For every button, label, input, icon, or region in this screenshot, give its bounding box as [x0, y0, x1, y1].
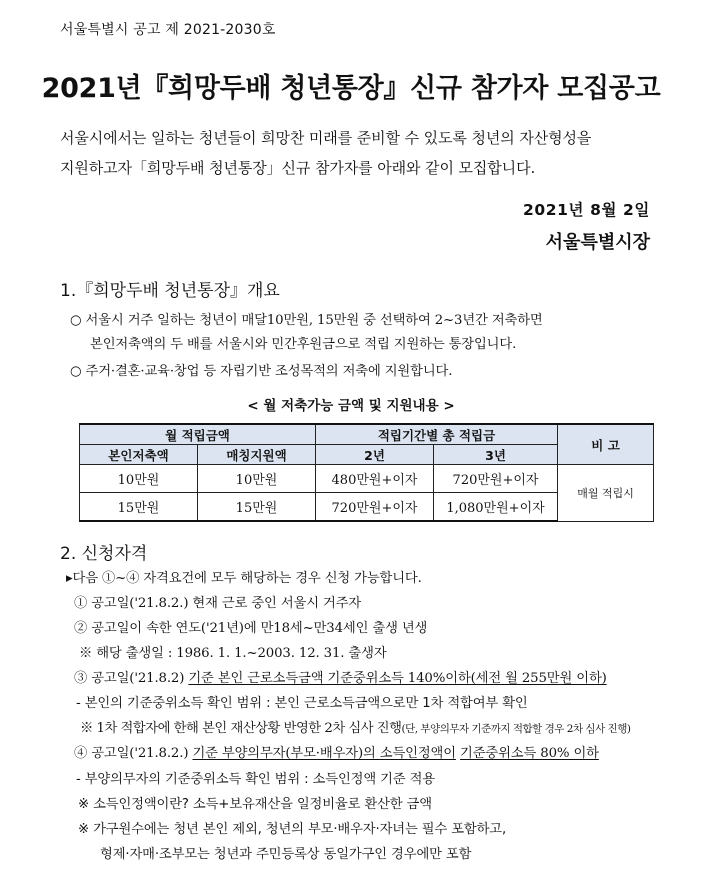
criterion-4-note-1: ※ 소득인정액이란? 소득+보유재산을 일정비율로 환산한 금액: [78, 797, 432, 812]
section-1-bullet-2: ○ 주거·결혼·교육·창업 등 자립기반 조성목적의 저축에 지원합니다.: [70, 364, 453, 379]
cell-remark: 매월 적립시: [558, 465, 654, 522]
cell-3-years: 1,080만원+이자: [434, 493, 558, 522]
cell-3-years: 720만원+이자: [434, 465, 558, 493]
cell-2-years: 480만원+이자: [316, 465, 434, 493]
criterion-2: ② 공고일이 속한 연도('21년)에 만18세~만34세인 출생 년생: [74, 621, 428, 636]
criterion-4-note-2-line-2: 형제·자매·조부모는 청년과 주민등록상 동일가구인 경우에만 포함: [100, 847, 472, 862]
criterion-1: ① 공고일('21.8.2.) 현재 근로 중인 서울시 거주자: [74, 596, 362, 611]
eligibility-intro: ▸다음 ①~④ 자격요건에 모두 해당하는 경우 신청 가능합니다.: [66, 571, 422, 586]
header-monthly-amount: 월 적립금액: [80, 424, 316, 445]
notice-number: 서울특별시 공고 제 2021-2030호: [60, 22, 276, 38]
criterion-4-note-2-line-1: ※ 가구원수에는 청년 본인 제외, 청년의 부모·배우자·자녀는 필수 포함하고,: [78, 822, 507, 837]
cell-own: 15만원: [80, 493, 198, 522]
intro-line-2: 지원하고자「희망두배 청년통장」신규 참가자를 아래와 같이 모집합니다.: [60, 159, 536, 177]
cell-match: 10만원: [198, 465, 316, 493]
criterion-2-note: ※ 해당 출생일 : 1986. 1. 1.~2003. 12. 31. 출생자: [79, 646, 387, 661]
criterion-4-prefix: ④ 공고일('21.8.2.): [74, 746, 193, 761]
criterion-3-prefix: ③ 공고일('21.8.2): [74, 671, 189, 686]
intro-line-1: 서울시에서는 일하는 청년들이 희망찬 미래를 준비할 수 있도록 청년의 자산형성을: [60, 129, 592, 147]
header-total-by-period: 적립기간별 총 적립금: [316, 424, 558, 445]
header-remark: 비 고: [558, 424, 654, 465]
criterion-3-note-small: (단, 부양의무자 기준까지 적합할 경우 2차 심사 진행): [401, 723, 631, 735]
criterion-3-sub: - 본인의 기준중위소득 확인 범위 : 본인 근로소득금액으로만 1차 적합여부 확인: [76, 696, 528, 711]
criterion-4-sub: - 부양의무자의 기준중위소득 확인 범위 : 소득인정액 기준 적용: [76, 772, 435, 787]
criterion-3-condition: 기준 본인 근로소득금액 기준중위소득 140%이하(세전 월 255만원 이하): [188, 671, 607, 686]
notice-date: 2021년 8월 2일: [522, 201, 650, 219]
table-row: [80, 465, 654, 493]
savings-table: [79, 423, 654, 522]
header-matching: 매칭지원액: [198, 445, 316, 465]
document-title: 2021년『희망두배 청년통장』신규 참가자 모집공고: [41, 73, 661, 104]
cell-match: 15만원: [198, 493, 316, 522]
section-1-bullet-1-line-1: ○ 서울시 거주 일하는 청년이 매달10만원, 15만원 중 선택하여 2~3년간 저축하면: [70, 313, 543, 328]
criterion-3-note: [80, 717, 630, 736]
cell-2-years: 720만원+이자: [316, 493, 434, 522]
header-2-years: 2년: [316, 445, 434, 465]
criterion-3: [74, 667, 607, 686]
criterion-3-note-main: ※ 1차 적합자에 한해 본인 재산상황 반영한 2차 심사 진행: [80, 721, 402, 736]
criterion-4-condition-b: 기준중위소득 80% 이하: [460, 746, 599, 761]
criterion-4-condition-a: 기준 부양의무자(부모·배우자)의 소득인정액이: [192, 746, 456, 761]
criterion-4: [74, 742, 599, 761]
cell-own: 10만원: [80, 465, 198, 493]
section-2-heading: 2. 신청자격: [60, 544, 148, 564]
section-1-bullet-1-line-2: 본인저축액의 두 배를 서울시와 민간후원금으로 적립 지원하는 통장입니다.: [90, 337, 517, 352]
header-3-years: 3년: [434, 445, 558, 465]
table-caption: < 월 저축가능 금액 및 지원내용 >: [247, 398, 455, 414]
header-own-savings: 본인저축액: [80, 445, 198, 465]
section-1-heading: 1.『희망두배 청년통장』개요: [60, 281, 280, 301]
issuer: 서울특별시장: [545, 232, 650, 253]
